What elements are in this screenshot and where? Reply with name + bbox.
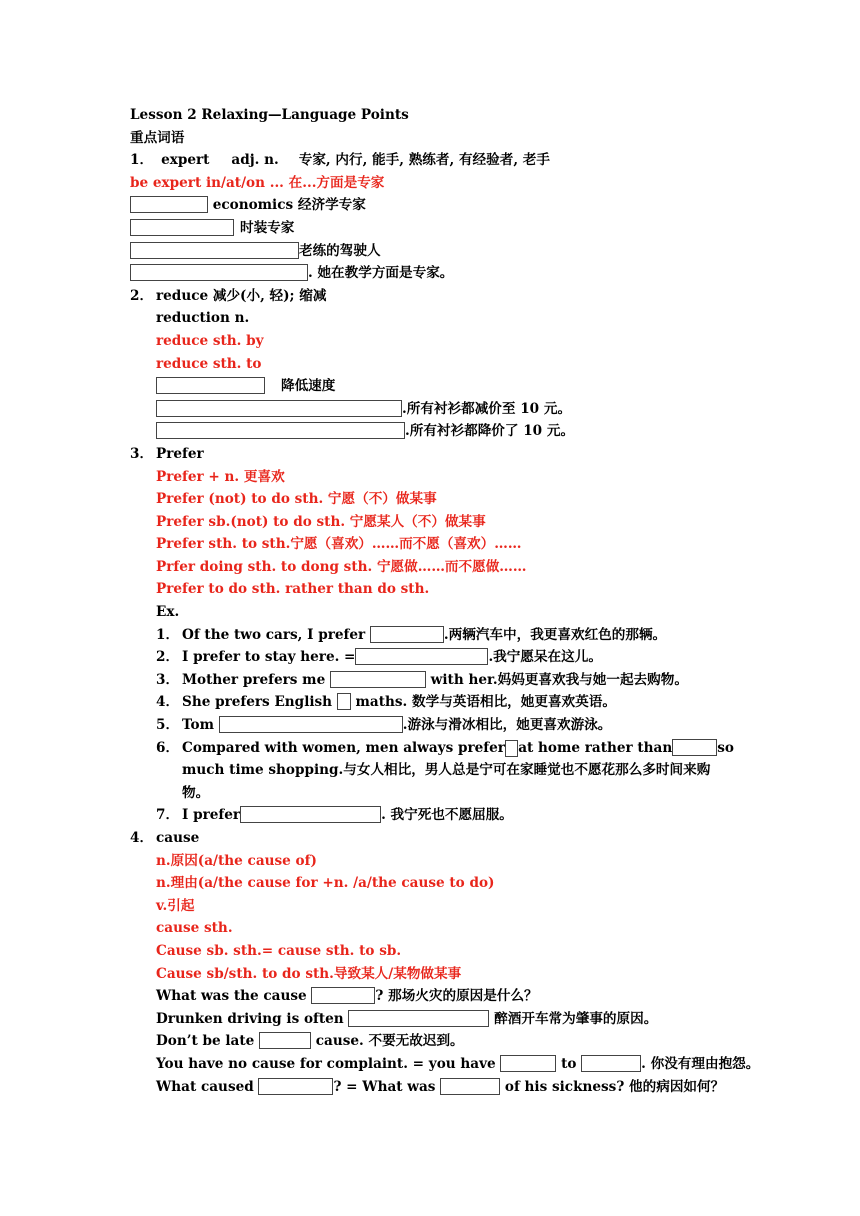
item-pos: adj. n. (231, 152, 279, 169)
answer-blank[interactable] (330, 671, 426, 688)
item-word: expert (161, 152, 210, 169)
phrase-line: Prefer (not) to do sth. 宁愿（不）做某事 (156, 491, 437, 508)
phrase-line: Prefer sth. to sth.宁愿（喜欢）……而不愿（喜欢）…… (156, 536, 522, 553)
exercise-line (130, 217, 740, 240)
exercise-line (130, 1053, 760, 1076)
item-cause-heading (130, 827, 740, 850)
noun-form: reduction n. (156, 310, 250, 327)
answer-blank[interactable] (259, 1032, 311, 1049)
exercise-line (130, 240, 740, 263)
answer-blank[interactable] (311, 987, 375, 1004)
section-heading: 重点词语 (130, 129, 185, 146)
exercise-line (130, 669, 740, 692)
answer-blank[interactable] (500, 1055, 556, 1072)
answer-blank[interactable] (505, 740, 518, 757)
exercise-text: . 你没有理由抱怨。 (641, 1055, 760, 1072)
phrase-line: Prefer + n. 更喜欢 (156, 468, 285, 485)
phrase-line: n.理由(a/the cause for +n. /a/the cause to do) (156, 875, 495, 892)
exercise-text: economics 经济学专家 (212, 197, 366, 214)
document-page (130, 104, 760, 1098)
answer-blank[interactable] (130, 196, 208, 213)
exercise-line (130, 1008, 740, 1031)
item-number: 2． (130, 287, 154, 304)
exercise-text: 老练的驾驶人 (299, 242, 381, 259)
answer-blank[interactable] (672, 739, 717, 756)
phrase-line: Cause sb. sth.= cause sth. to sb. (156, 942, 402, 959)
item-number: 4． (130, 830, 154, 846)
exercise-text: Drunken driving is often (156, 1010, 349, 1027)
exercise-line (130, 262, 740, 285)
example-label: Ex. (156, 604, 180, 621)
exercise-text: Of the two cars, I prefer (182, 626, 370, 643)
exercise-line (130, 714, 740, 737)
item-number: 3． (130, 445, 154, 462)
exercise-text: 降低速度 (281, 378, 336, 395)
item-number: 1． (130, 152, 154, 169)
exercise-text: ? = What was (333, 1078, 441, 1095)
item-reduce-heading (130, 285, 740, 308)
item-word: Prefer (156, 445, 204, 462)
exercise-text: What caused (156, 1078, 259, 1095)
phrase-line: Prfer doing sth. to dong sth. 宁愿做……而不愿做…… (156, 558, 527, 575)
answer-blank[interactable] (355, 648, 488, 665)
answer-blank[interactable] (156, 422, 405, 439)
answer-blank[interactable] (370, 626, 444, 643)
exercise-text: so (717, 739, 734, 756)
phrase-line: be expert in/at/on ... 在...方面是专家 (130, 174, 385, 191)
answer-blank[interactable] (130, 242, 299, 259)
exercise-line (130, 985, 740, 1008)
exercise-number: 5． (156, 717, 180, 734)
exercise-text: You have no cause for complaint. = you have (156, 1055, 501, 1072)
exercise-number: 7． (156, 807, 180, 824)
phrase-line: reduce sth. by (156, 332, 264, 349)
exercise-text: .我宁愿呆在这儿。 (488, 649, 602, 666)
exercise-text: at home rather than (518, 739, 673, 756)
exercise-text: I prefer (182, 807, 241, 824)
exercise-text: 醉酒开车常为肇事的原因。 (489, 1010, 658, 1027)
exercise-text: 物。 (182, 784, 210, 801)
answer-blank[interactable] (440, 1078, 500, 1095)
exercise-line (130, 646, 740, 669)
exercise-line (130, 1076, 740, 1099)
exercise-number: 1． (156, 626, 180, 643)
exercise-text: of his sickness? 他的病因如何？ (500, 1078, 725, 1095)
item-word: cause (156, 830, 200, 846)
answer-blank[interactable] (156, 377, 265, 394)
exercise-text: much time shopping.与女人相比，男人总是宁可在家睡觉也不愿花那么多时间来购 (182, 762, 711, 779)
item-meaning: 专家, 内行, 能手, 熟练者, 有经验者, 老手 (298, 152, 550, 169)
exercise-line-continued (130, 759, 740, 782)
exercise-line (130, 804, 740, 827)
exercise-text: . 她在教学方面是专家。 (308, 265, 454, 282)
item-prefer-heading (130, 443, 740, 466)
exercise-number: 4． (156, 694, 180, 711)
phrase-line: cause sth. (156, 920, 233, 937)
answer-blank[interactable] (581, 1055, 641, 1072)
exercise-text: .游泳与滑冰相比，她更喜欢游泳。 (402, 717, 612, 734)
exercise-number: 6． (156, 739, 180, 756)
exercise-line (130, 737, 734, 760)
answer-blank[interactable] (240, 806, 381, 823)
answer-blank[interactable] (219, 716, 403, 733)
item-word: reduce 减少(小, 轻); 缩减 (156, 287, 327, 304)
exercise-line (130, 194, 740, 217)
exercise-text: with her.妈妈更喜欢我与她一起去购物。 (425, 671, 688, 688)
answer-blank[interactable] (348, 1010, 489, 1027)
lesson-title: Lesson 2 Relaxing—Language Points (130, 107, 409, 123)
phrase-line: v.引起 (156, 897, 195, 914)
exercise-text: I prefer to stay here. = (182, 649, 356, 666)
answer-blank[interactable] (130, 219, 234, 236)
exercise-number: 2． (156, 649, 180, 666)
exercise-line-continued (130, 782, 740, 805)
exercise-line (130, 420, 740, 443)
exercise-text: .两辆汽车中，我更喜欢红色的那辆。 (443, 626, 667, 643)
exercise-text: Compared with women, men always prefer (182, 739, 505, 756)
answer-blank[interactable] (130, 264, 308, 281)
item-expert-heading (130, 149, 740, 172)
answer-blank[interactable] (258, 1078, 333, 1095)
exercise-text: to (556, 1055, 582, 1072)
exercise-line (130, 624, 740, 647)
exercise-line (130, 375, 740, 398)
phrase-line: Cause sb/sth. to do sth.导致某人/某物做某事 (156, 965, 462, 982)
exercise-line (130, 1030, 740, 1053)
exercise-text: maths. 数学与英语相比，她更喜欢英语。 (350, 694, 616, 711)
exercise-text: .所有衬衫都减价至 10 元。 (402, 400, 572, 417)
exercise-text: 时装专家 (240, 219, 295, 236)
phrase-line: Prefer sb.(not) to do sth. 宁愿某人（不）做某事 (156, 513, 486, 530)
phrase-line: n.原因(a/the cause of) (156, 852, 317, 869)
exercise-text: Don’t be late (156, 1033, 260, 1050)
phrase-line: reduce sth. to (156, 355, 262, 372)
exercise-text: She prefers English (182, 694, 337, 711)
exercise-text: .所有衬衫都降价了 10 元。 (405, 423, 575, 440)
exercise-line (130, 691, 740, 714)
exercise-text: Tom (182, 717, 219, 734)
exercise-text: Mother prefers me (182, 671, 330, 688)
answer-blank[interactable] (156, 400, 402, 417)
answer-blank[interactable] (337, 693, 351, 710)
exercise-text: What was the cause (156, 988, 312, 1005)
exercise-number: 3． (156, 671, 180, 688)
exercise-line (130, 398, 740, 421)
exercise-text: cause. 不要无故迟到。 (311, 1033, 464, 1050)
phrase-line: Prefer to do sth. rather than do sth. (156, 581, 430, 598)
exercise-text: . 我宁死也不愿屈服。 (381, 807, 513, 824)
exercise-text: ? 那场火灾的原因是什么？ (375, 988, 538, 1005)
